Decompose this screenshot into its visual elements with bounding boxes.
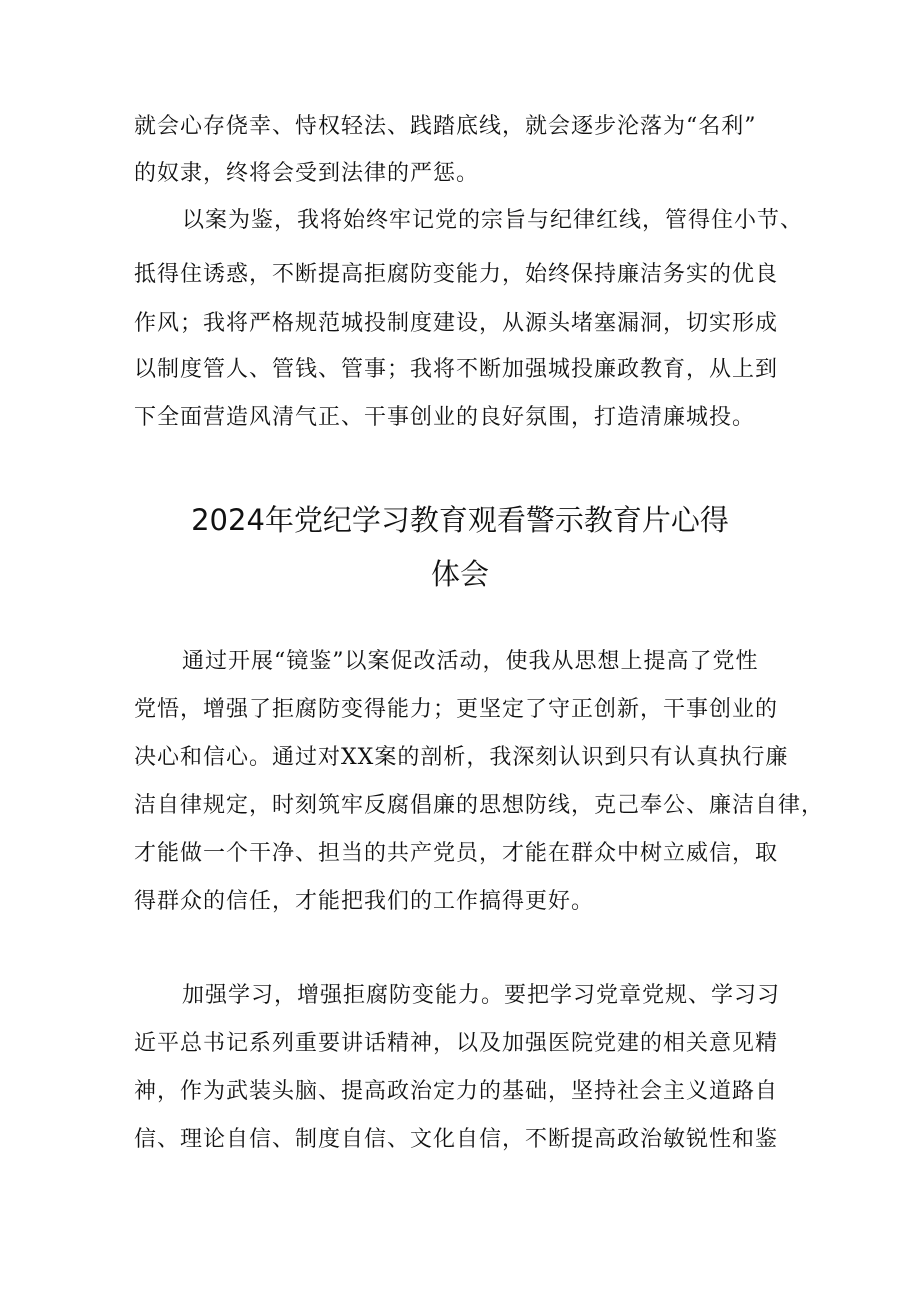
para3-line-4: 洁自律规定，时刻筑牢反腐倡廉的思想防线，克己奉公、廉洁自律，: [134, 793, 825, 818]
para1-line-2: 的奴隶，终将会受到法律的严惩。: [134, 161, 480, 186]
para3-line-2: 党悟，增强了拒腐防变得能力；更坚定了守正创新，干事创业的: [134, 697, 779, 722]
para3-line-1: 通过开展“镜鉴”以案促改活动，使我从思想上提高了党性: [182, 649, 759, 674]
para2-line-4: 以制度管人、管钱、管事；我将不断加强城投廉政教育，从上到: [134, 357, 779, 382]
para2-line-5: 下全面营造风清气正、干事创业的良好氛围，打造清廉城投。: [134, 405, 756, 430]
para2-line-1: 以案为鉴，我将始终牢记党的宗旨与纪律红线，管得住小节、: [182, 208, 804, 233]
para3-line-3: 决心和信心。通过对XX案的剖析，我深刻认识到只有认真执行廉: [134, 745, 789, 770]
section-title-line-1: 2024年党纪学习教育观看警示教育片心得: [191, 503, 729, 537]
para4-line-1: 加强学习，增强拒腐防变能力。要把学习党章党规、学习习: [182, 983, 781, 1008]
para1-line-1: 就会心存侥幸、恃权轻法、践踏底线，就会逐步沦落为“名利”: [134, 114, 757, 139]
section-title-line-2: 体会: [430, 557, 489, 591]
para4-line-4: 信、理论自信、制度自信、文化自信，不断提高政治敏锐性和鉴: [134, 1127, 779, 1152]
para3-line-5: 才能做一个干净、担当的共产党员，才能在群众中树立威信，取: [134, 841, 779, 866]
para3-line-6: 得群众的信任，才能把我们的工作搞得更好。: [134, 889, 595, 914]
para4-line-3: 神，作为武装头脑、提高政治定力的基础，坚持社会主义道路自: [134, 1079, 779, 1104]
para2-line-2: 抵得住诱惑，不断提高拒腐防变能力，始终保持廉洁务实的优良: [134, 262, 779, 287]
para4-line-2: 近平总书记系列重要讲话精神，以及加强医院党建的相关意见精: [134, 1031, 779, 1056]
para2-line-3: 作风；我将严格规范城投制度建设，从源头堵塞漏洞，切实形成: [134, 311, 779, 336]
